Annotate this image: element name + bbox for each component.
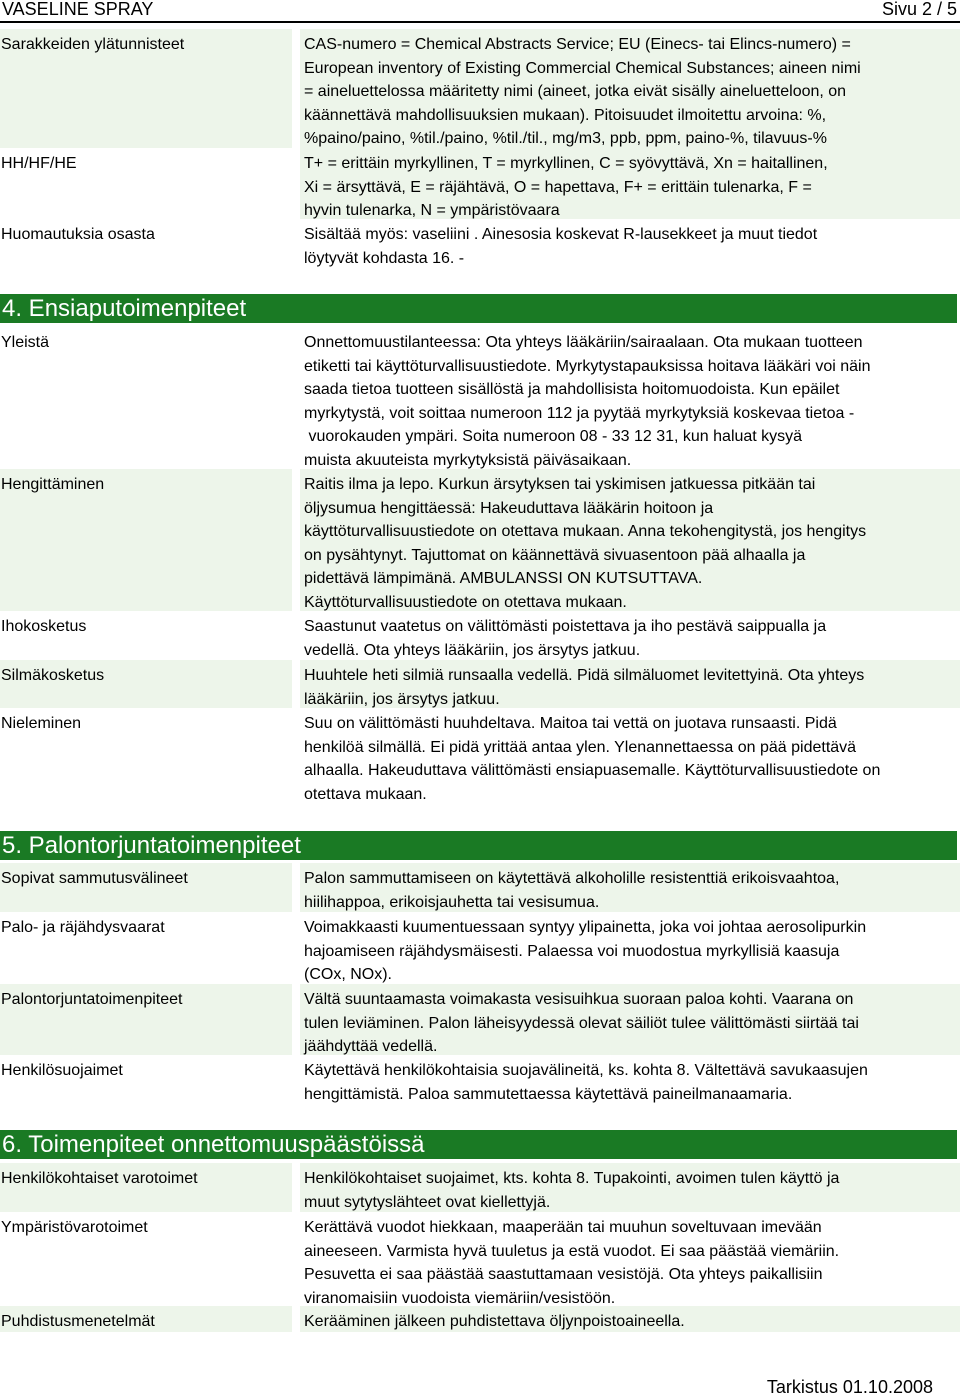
text-line: vuorokauden ympäri. Soita numeroon 08 - 33 12 31, kun haluat kysyä bbox=[304, 428, 803, 445]
text-line: CAS-numero = Chemical Abstracts Service; EU (Einecs- tai Elincs-numero) = bbox=[304, 36, 851, 53]
text-line: Voimakkaasti kuumentuessaan syntyy ylipainetta, joka voi johtaa aerosolipurkin bbox=[304, 919, 867, 936]
text-line: %paino/paino, %til./paino, %til./til., mg/m3, ppb, ppm, paino-%, tilavuus-% bbox=[304, 130, 827, 147]
info-row-column-headers bbox=[0, 29, 960, 148]
spill-row-environmental-precautions bbox=[0, 1212, 960, 1306]
spill-row-cleanup-methods bbox=[0, 1306, 960, 1332]
page-number: Sivu 2 / 5 bbox=[881, 0, 957, 19]
info-row-notes bbox=[0, 219, 960, 269]
text-line: viranomaisiin vuodoista viemäriin/vesistöön. bbox=[304, 1289, 616, 1307]
row-value bbox=[300, 1055, 960, 1103]
text-line: hyvin tulenarka, N = ympäristövaara bbox=[304, 202, 560, 219]
text-line: hajoamiseen räjähdysmäisesti. Palaessa voi muodostua myrkyllisiä kaasuja bbox=[304, 942, 840, 960]
text-line: hengittämistä. Paloa sammutettaessa käytettävä paineilmanaamaria. bbox=[304, 1085, 793, 1103]
row-label: Hengittäminen bbox=[0, 469, 292, 611]
header-divider bbox=[0, 21, 960, 23]
text-line: European inventory of Existing Commercial Chemical Substances; aineen nimi bbox=[304, 59, 861, 77]
row-value bbox=[300, 660, 960, 708]
row-value bbox=[300, 863, 960, 912]
row-label: Ihokosketus bbox=[0, 611, 292, 660]
text-line: Pesuvetta ei saa päästää saastuttamaan vesistöjä. Ota yhteys paikallisiin bbox=[304, 1266, 823, 1283]
text-line: Käytettävä henkilökohtaisia suojavälineitä, ks. kohta 8. Vältettävä savukaasujen bbox=[304, 1062, 868, 1079]
row-value bbox=[300, 148, 960, 219]
fire-row-extinguishing-media bbox=[0, 863, 960, 912]
text-line: muut sytytyslähteet ovat kiellettyjä. bbox=[304, 1193, 551, 1211]
row-label: Huomautuksia osasta bbox=[0, 219, 292, 269]
text-line: Suu on välittömästi huuhdeltava. Maitoa tai vettä on juotava runsaasti. Pidä bbox=[304, 715, 837, 732]
text-line: Xi = ärsyttävä, E = räjähtävä, O = hapettava, F+ = erittäin tulenarka, F = bbox=[304, 178, 812, 196]
first-aid-row-eyes bbox=[0, 660, 960, 708]
row-value bbox=[300, 29, 960, 148]
text-line: Onnettomuustilanteessa: Ota yhteys lääkäriin/sairaalaan. Ota mukaan tuotteen bbox=[304, 334, 863, 351]
text-line: jäähdyttää vedellä. bbox=[304, 1038, 438, 1055]
section-4-heading: 4. Ensiaputoimenpiteet bbox=[0, 294, 957, 323]
text-line: lääkäriin, jos ärsytys jatkuu. bbox=[304, 690, 500, 708]
document-title: VASELINE SPRAY bbox=[2, 0, 154, 19]
text-line: henkilöä silmällä. Ei pidä yrittää antaa ylen. Ylenannettaessa on pää pidettävä bbox=[304, 738, 857, 756]
row-label: Yleistä bbox=[0, 327, 292, 468]
spill-row-personal-precautions bbox=[0, 1163, 960, 1212]
row-label: HH/HF/HE bbox=[0, 148, 292, 219]
text-line: saada tietoa tuotteen sisällöstä ja mahdollisista hoitomuodoista. Kun epäilet bbox=[304, 381, 840, 398]
row-value bbox=[300, 219, 960, 269]
text-line: Palon sammuttamiseen on käytettävä alkoholille resistenttiä erikoisvaahtoa, bbox=[304, 870, 840, 887]
fire-row-protective-equipment bbox=[0, 1055, 960, 1103]
text-line: (COx, NOx). bbox=[304, 966, 392, 983]
revision-date: Tarkistus 01.10.2008 bbox=[766, 1377, 933, 1397]
row-label: Sarakkeiden ylätunnisteet bbox=[0, 29, 292, 148]
text-line: = aineluettelossa määritetty nimi (aineet, jotka eivät sisälly aineluetteloon, on bbox=[304, 83, 847, 100]
text-line: Raitis ilma ja lepo. Kurkun ärsytyksen tai yskimisen jatkuessa pitkään tai bbox=[304, 476, 816, 493]
text-line: hiilihappoa, erikoisjauhetta tai vesisumua. bbox=[304, 893, 600, 911]
row-value bbox=[300, 469, 960, 611]
row-label: Puhdistusmenetelmät bbox=[0, 1306, 292, 1332]
info-row-hazard-codes bbox=[0, 148, 960, 219]
text-line: alhaalla. Hakeuduttava välittömästi ensiapuasemalle. Käyttöturvallisuustiedote on bbox=[304, 762, 881, 779]
row-value bbox=[300, 327, 960, 468]
text-line: T+ = erittäin myrkyllinen, T = myrkyllinen, C = syövyttävä, Xn = haitallinen, bbox=[304, 155, 828, 172]
row-label: Palo- ja räjähdysvaarat bbox=[0, 912, 292, 984]
row-value bbox=[300, 708, 960, 804]
row-label: Nieleminen bbox=[0, 708, 292, 804]
text-line: löytyvät kohdasta 16. - bbox=[304, 249, 465, 267]
row-value bbox=[300, 1306, 960, 1332]
text-line: Kerättävä vuodot hiekkaan, maaperään tai muuhun soveltuvaan imevään bbox=[304, 1219, 822, 1236]
text-line: Kerääminen jälkeen puhdistettava öljynpoistoaineella. bbox=[304, 1313, 685, 1330]
text-line: etiketti tai käyttöturvallisuustiedote. Myrkytystapauksissa hoitava lääkäri voi näin bbox=[304, 357, 871, 375]
text-line: otettava mukaan. bbox=[304, 785, 427, 803]
row-value bbox=[300, 912, 960, 984]
fire-row-measures bbox=[0, 984, 960, 1055]
row-value bbox=[300, 984, 960, 1055]
text-line: aineeseen. Varmista hyvä tuuletus ja estä vuodot. Ei saa päästää viemäriin. bbox=[304, 1242, 840, 1260]
fire-row-hazards bbox=[0, 912, 960, 984]
row-value bbox=[300, 1163, 960, 1212]
first-aid-row-general bbox=[0, 327, 960, 468]
section-6-heading: 6. Toimenpiteet onnettomuuspäästöissä bbox=[0, 1130, 957, 1159]
text-line: tulen leviäminen. Palon läheisyydessä olevat säiliöt tulee välittömästi siirtää tai bbox=[304, 1014, 859, 1032]
text-line: öljysumua hengittäessä: Hakeuduttava lääkärin hoitoon ja bbox=[304, 499, 714, 517]
text-line: Saastunut vaatetus on välittömästi poistettava ja iho pestävä saippualla ja bbox=[304, 618, 827, 635]
text-line: käännettävä mahdollisuuksien mukaan). Pitoisuudet ilmoitettu arvoina: %, bbox=[304, 106, 827, 124]
row-value bbox=[300, 611, 960, 660]
row-label: Silmäkosketus bbox=[0, 660, 292, 708]
first-aid-row-ingestion bbox=[0, 708, 960, 804]
text-line: Vältä suuntaamasta voimakasta vesisuihkua suoraan paloa kohti. Vaarana on bbox=[304, 991, 854, 1008]
row-label: Palontorjuntatoimenpiteet bbox=[0, 984, 292, 1055]
first-aid-row-inhalation bbox=[0, 469, 960, 611]
text-line: vedellä. Ota yhteys lääkäriin, jos ärsytys jatkuu. bbox=[304, 641, 641, 659]
row-label: Henkilösuojaimet bbox=[0, 1055, 292, 1103]
section-5-heading: 5. Palontorjuntatoimenpiteet bbox=[0, 831, 957, 860]
text-line: myrkytystä, voit soittaa numeroon 112 ja pyytää myrkytyksiä koskevaa tietoa - bbox=[304, 404, 855, 422]
row-value bbox=[300, 1212, 960, 1306]
row-label: Henkilökohtaiset varotoimet bbox=[0, 1163, 292, 1212]
text-line: Huuhtele heti silmiä runsaalla vedellä. Pidä silmäluomet levitettyinä. Ota yhteys bbox=[304, 667, 865, 684]
row-label: Ympäristövarotoimet bbox=[0, 1212, 292, 1306]
text-line: käyttöturvallisuustiedote on otettava mukaan. Anna tekohengitystä, jos hengitys bbox=[304, 523, 867, 540]
text-line: Sisältää myös: vaseliini . Ainesosia koskevat R-lausekkeet ja muut tiedot bbox=[304, 226, 818, 243]
text-line: muista akuuteista myrkytyksistä päiväsaikaan. bbox=[304, 451, 632, 469]
text-line: Henkilökohtaiset suojaimet, kts. kohta 8. Tupakointi, avoimen tulen käyttö ja bbox=[304, 1170, 840, 1187]
text-line: Käyttöturvallisuustiedote on otettava mukaan. bbox=[304, 593, 627, 611]
text-line: pidettävä lämpimänä. AMBULANSSI ON KUTSUTTAVA. bbox=[304, 570, 703, 587]
row-label: Sopivat sammutusvälineet bbox=[0, 863, 292, 912]
first-aid-row-skin bbox=[0, 611, 960, 660]
text-line: on pysähtynyt. Tajuttomat on käännettävä sivuasentoon pää alhaalla ja bbox=[304, 546, 806, 564]
